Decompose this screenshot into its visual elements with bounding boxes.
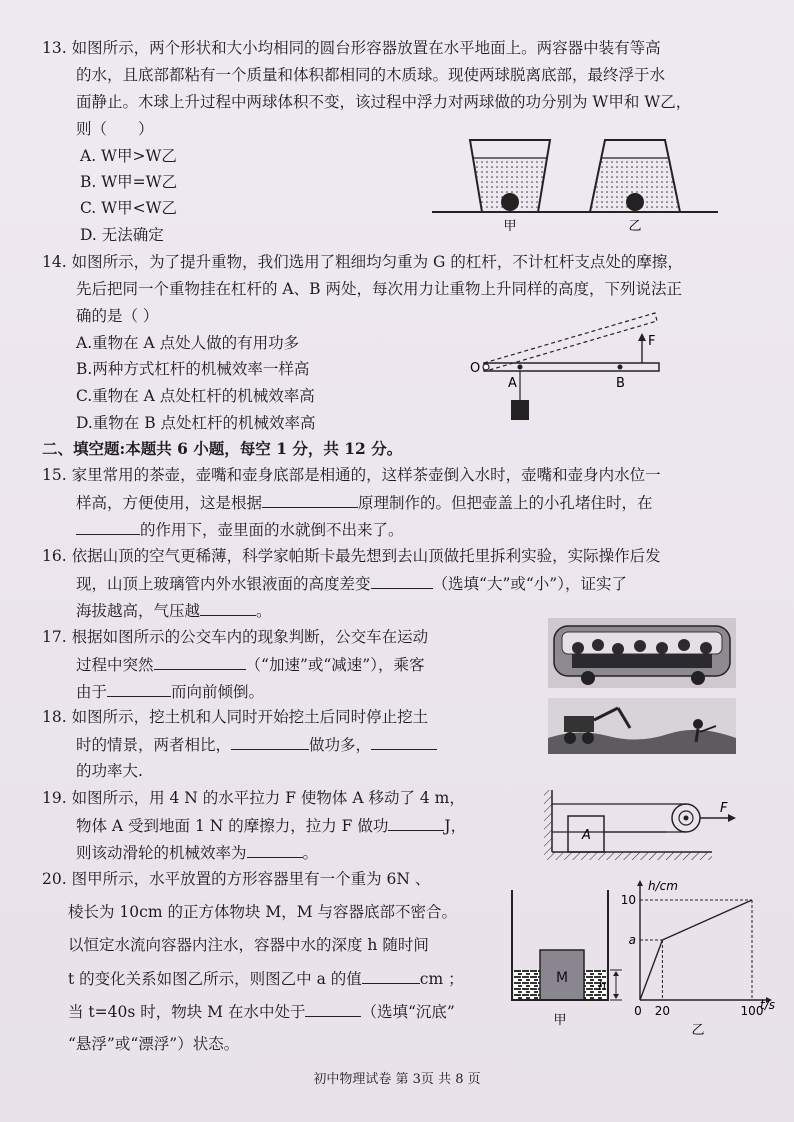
q17-bus-photo [548, 618, 736, 688]
q14-label-b: B [616, 376, 625, 391]
q13-containers-figure [430, 130, 720, 240]
q19-blank-1[interactable] [388, 814, 444, 831]
q20-line1: 20. 图甲所示，水平放置的方形容器里有一个重为 6N 、 [42, 870, 431, 888]
q17-text: 由于 [76, 683, 108, 701]
chart-y-tick-label: a [628, 933, 636, 947]
q18-line3: 的功率大. [76, 762, 143, 780]
q15-blank-1[interactable] [262, 491, 358, 508]
q19-pulley-figure [540, 782, 750, 864]
q17-text: 而向前倾倒。 [171, 683, 265, 701]
chart-x-axis-label: t/s [760, 998, 775, 1012]
q16-line3 [76, 599, 272, 622]
q20-line3: 以恒定水流向容器内注水，容器中水的深度 h 随时间 [68, 936, 429, 954]
q16-text: 。 [256, 602, 272, 620]
section-2-heading: 二、填空题:本题共 6 小题，每空 1 分，共 12 分。 [42, 439, 403, 458]
q20-container-figure [506, 886, 626, 1028]
q14-label-o: O [470, 361, 481, 376]
q19-line2 [76, 814, 466, 837]
q19-line3 [76, 841, 318, 864]
q14-line3: 确的是（ ） [76, 307, 159, 325]
q19-text: 则该动滑轮的机械效率为 [76, 844, 247, 862]
chart-y-tick-label: 10 [620, 893, 636, 907]
q18-line1: 18. 如图所示，挖土机和人同时开始挖土后同时停止挖土 [42, 708, 429, 726]
q18-blank-2[interactable] [371, 733, 437, 750]
q15-text: 的作用下，壶里面的水就倒不出来了。 [140, 521, 404, 539]
q17-text: 过程中突然 [76, 656, 154, 674]
q16-blank-2[interactable] [200, 599, 256, 616]
q16-text: （选填“大”或“小”），证实了 [432, 575, 627, 593]
q20-line2: 棱长为 10cm 的正方体物块 M，M 与容器底部不密合。 [68, 903, 458, 921]
q18-excavator-photo [548, 698, 736, 754]
q18-blank-1[interactable] [231, 733, 309, 750]
q13-line4: 则（ ） [76, 120, 154, 138]
q13-option-b: B. W甲=W乙 [80, 173, 178, 191]
chart-x-tick-label: 100 [740, 1004, 764, 1018]
q15-line3 [76, 518, 404, 541]
q20-depth-time-chart [622, 876, 782, 1036]
q20-blank-1[interactable] [362, 967, 420, 984]
q19-label-f: F [720, 801, 728, 816]
q17-blank-2[interactable] [107, 680, 171, 697]
q14-label-a: A [508, 376, 517, 391]
q17-line1: 17. 根据如图所示的公交车内的现象判断，公交车在运动 [42, 628, 429, 646]
q13-option-d: D. 无法确定 [80, 226, 164, 244]
q20-blank-2[interactable] [305, 1000, 361, 1017]
q13-line3: 面静止。木球上升过程中两球体积不变，该过程中浮力对两球做的功分别为 W甲和 W乙， [76, 93, 692, 111]
q15-text: 原理制作的。但把壶盖上的小孔堵住时，在 [358, 494, 653, 512]
q14-option-d: D.重物在 B 点处杠杆的机械效率高 [76, 414, 316, 432]
q17-line2 [76, 653, 424, 676]
q13-line2: 的水，且底部都粘有一个质量和体积都相同的木质球。现使两球脱离底部，最终浮于水 [76, 66, 666, 84]
q13-line1: 13. 如图所示，两个形状和大小均相同的圆台形容器放置在水平地面上。两容器中装有等高 [42, 39, 661, 57]
q16-blank-1[interactable] [371, 572, 433, 589]
q20-text: 当 t=40s 时，物块 M 在水中处于 [68, 1003, 306, 1021]
q14-line2: 先后把同一个重物挂在杠杆的 A、B 两处，每次用力让重物上升同样的高度，下列说法正 [76, 280, 682, 298]
q19-text: 物体 A 受到地面 1 N 的摩擦力，拉力 F 做功 [76, 817, 389, 835]
q16-text: 现，山顶上玻璃管内外水银液面的高度差变 [76, 575, 371, 593]
q20-line4 [68, 967, 464, 990]
q17-line3 [76, 680, 264, 703]
chart-series-line [640, 900, 752, 1000]
chart-x-tick-label: 0 [634, 1004, 642, 1018]
q13-option-a: A. W甲>W乙 [80, 147, 177, 165]
q16-text: 海拔越高，气压越 [76, 602, 201, 620]
q13-option-c: C. W甲<W乙 [80, 199, 178, 217]
q14-line1: 14. 如图所示，为了提升重物，我们选用了粗细均匀重为 G 的杠杆，不计杠杆支点处的摩擦， [42, 253, 683, 271]
q20-text: （选填“沉底” [361, 1003, 455, 1021]
q16-line2 [76, 572, 627, 595]
q20-text: cm ； [419, 970, 464, 988]
q20-label-h: h [598, 979, 606, 993]
q20-line6: “悬浮”或“漂浮”）状态。 [68, 1035, 240, 1053]
q13-label-jia: 甲 [503, 219, 517, 234]
q19-line1: 19. 如图所示，用 4 N 的水平拉力 F 使物体 A 移动了 4 m， [42, 789, 465, 807]
q18-text: 时的情景，两者相比， [76, 736, 232, 754]
q18-line2 [76, 733, 437, 756]
q18-text: 做功多， [309, 736, 372, 754]
page-footer: 初中物理试卷 第 3页 共 8 页 [313, 1072, 481, 1087]
q20-label-jia: 甲 [553, 1013, 567, 1028]
q17-blank-1[interactable] [154, 653, 246, 670]
q15-line1: 15. 家里常用的茶壶，壶嘴和壶身底部是相通的，这样茶壶倒入水时，壶嘴和壶身内水位一 [42, 466, 661, 484]
q14-lever-figure [470, 305, 670, 430]
q20-text: t 的变化关系如图乙所示，则图乙中 a 的值 [68, 970, 362, 988]
q19-text: J， [444, 817, 467, 835]
q14-option-a: A.重物在 A 点处人做的有用功多 [76, 334, 300, 352]
q15-text: 样高，方便使用，这是根据 [76, 494, 263, 512]
q13-label-yi: 乙 [628, 219, 642, 234]
q19-blank-2[interactable] [247, 841, 303, 858]
chart-y-arrow [637, 880, 643, 886]
q20-label-yi: 乙 [691, 1023, 705, 1038]
q15-blank-2[interactable] [76, 518, 140, 535]
chart-x-tick-label: 20 [654, 1004, 671, 1018]
q19-text: 。 [302, 844, 319, 862]
q14-label-f: F [648, 334, 656, 349]
q14-option-c: C.重物在 A 点处杠杆的机械效率高 [76, 387, 315, 405]
chart-y-axis-label: h/cm [648, 879, 678, 893]
q16-line1: 16. 依据山顶的空气更稀薄，科学家帕斯卡最先想到去山顶做托里拆利实验，实际操作后发 [42, 547, 661, 565]
q20-line5 [68, 1000, 455, 1023]
q20-label-m: M [555, 970, 569, 986]
q14-option-b: B.两种方式杠杆的机械效率一样高 [76, 360, 310, 378]
q17-text: （“加速”或“减速”），乘客 [245, 656, 425, 674]
q15-line2 [76, 491, 653, 514]
q19-label-a: A [582, 828, 591, 843]
